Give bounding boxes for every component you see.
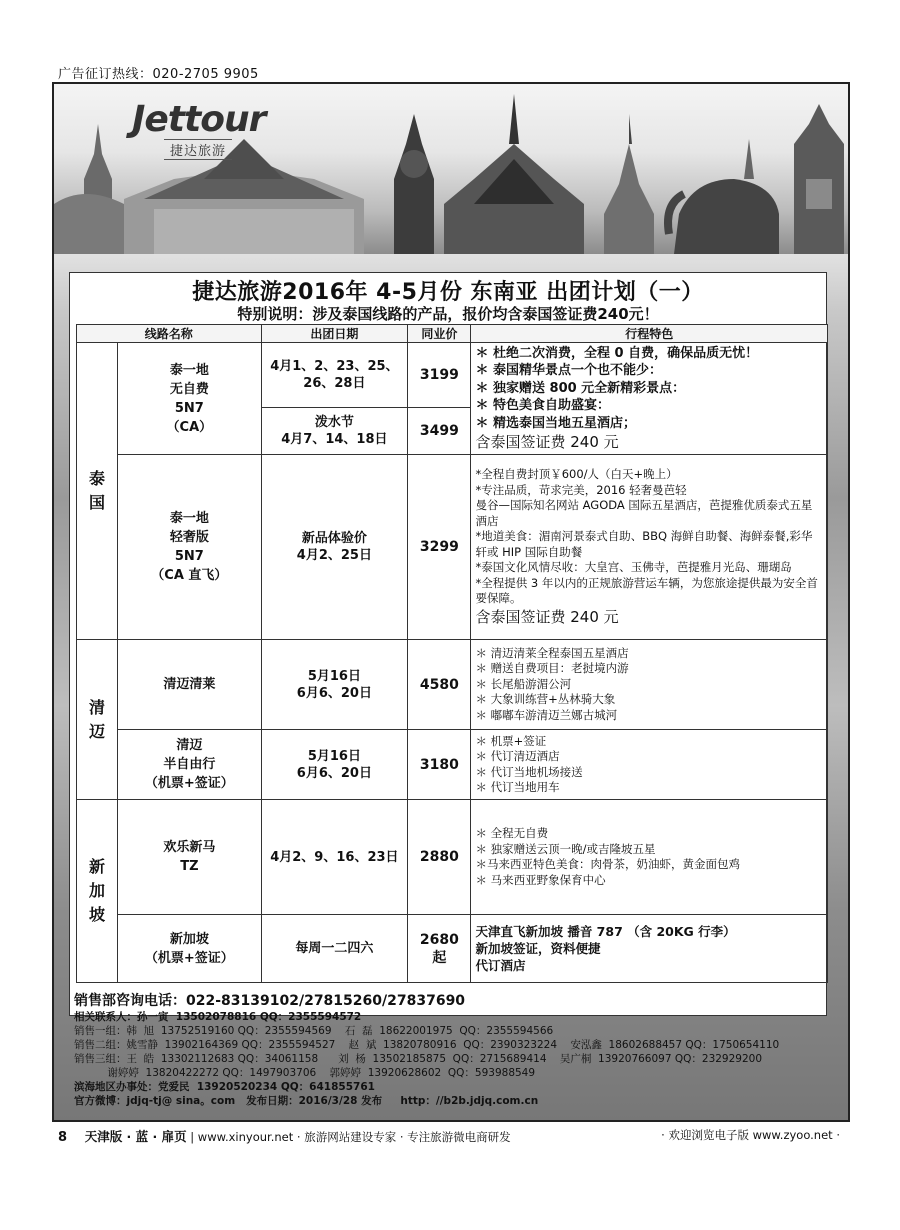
route-name: 新加坡 （机票+签证） (118, 915, 261, 983)
contact-line: 谢婷婷 13820422272 QQ：1497903706 郭婷婷 13920628602 QQ：593988549 (74, 1067, 536, 1079)
sales-contacts (74, 992, 834, 1108)
route-name: 泰一地 无自费 5N7 （CA） (118, 343, 261, 455)
trade-price: 4580 (408, 640, 471, 730)
departure-date: 5月16日 6月6、20日 (261, 640, 408, 730)
departure-date: 5月16日 6月6、20日 (261, 730, 408, 800)
departure-date: 每周一二四六 (261, 915, 408, 983)
table-row (77, 800, 828, 915)
page-footer (58, 1127, 850, 1145)
region-chiangmai: 清 迈 (77, 640, 118, 800)
table-row (77, 455, 828, 640)
trade-price: 3180 (408, 730, 471, 800)
contact-line: 官方微博：jdjq-tj@ sina。com 发布日期：2016/3/28 发布 http：//b2b.jdjq.com.cn (74, 1095, 539, 1107)
visa-fee-note: 含泰国签证费 240 元 (475, 607, 619, 626)
route-name: 清迈清莱 (118, 640, 261, 730)
footer-slogan: | www.xinyour.net · 旅游网站建设专家 · 专注旅游微电商研发 (190, 1130, 511, 1144)
route-name: 欢乐新马 TZ (118, 800, 261, 915)
ad-hotline: 广告征订热线：020-2705 9905 (58, 67, 259, 82)
page-title: 捷达旅游2016年 4-5月份 东南亚 出团计划（一） (192, 280, 704, 305)
table-row (77, 915, 828, 983)
route-features: ＊ 杜绝二次消费，全程 0 自费，确保品质无忧！ ＊ 泰国精华景点一个也不能少： ＊ 独家赠送 800 元全新精彩景点： ＊ 特色美食自助盛宴： ＊ 精选泰国当地五星酒店； 含泰国签证费 240 元 (471, 343, 828, 455)
header-features: 行程特色 (471, 325, 828, 343)
contact-line: 销售三组：王 皓 13302112683 QQ：34061158 刘 杨 13502185875 QQ：2715689414 吴广桐 13920766097 QQ：232929200 (74, 1053, 763, 1065)
trade-price: 3199 (408, 343, 471, 408)
banner (54, 84, 848, 254)
route-features: *全程自费封顶￥600/人（白天+晚上） *专注品质，苛求完美，2016 轻奢曼芭轻 曼谷—国际知名网站 AGODA 国际五星酒店，芭提雅优质泰式五星酒店 *地道美食：湄南河景泰式自助、BBQ 海鲜自助餐、海鲜泰餐,彩华轩或 HIP 国际自助餐 *泰国文化风情尽收：大皇宫、玉佛寺，芭提雅月光岛、珊瑚岛 *全程提供 3 年以内的正规旅游营运车辆，为您旅途提供最为安全首要保障。 含泰国签证费 240 元 (471, 455, 828, 640)
departure-date: 新品体验价 4月2、25日 (261, 455, 408, 640)
tour-plan-table (76, 324, 828, 983)
header-price: 同业价 (408, 325, 471, 343)
route-features: ＊ 机票+签证 ＊ 代订清迈酒店 ＊ 代订当地机场接送 ＊ 代订当地用车 (471, 730, 828, 800)
table-row (77, 730, 828, 800)
departure-date: 4月1、2、23、25、 26、28日 (261, 343, 408, 408)
jettour-logo (132, 99, 265, 160)
route-name: 清迈 半自由行 （机票+签证） (118, 730, 261, 800)
trade-price: 3299 (408, 455, 471, 640)
page-number: 8 (58, 1130, 68, 1145)
trade-price: 2880 (408, 800, 471, 915)
header-route: 线路名称 (77, 325, 262, 343)
table-row (77, 640, 828, 730)
route-features: 天津直飞新加坡 播音 787 （含 20KG 行李） 新加坡签证，资料便捷 代订酒店 (471, 915, 828, 983)
route-name: 泰一地 轻奢版 5N7 （CA 直飞） (118, 455, 261, 640)
route-features: ＊ 清迈清莱全程泰国五星酒店 ＊ 赠送自费项目：老挝境内游 ＊ 长尾船游湄公河 ＊ 大象训练营+丛林骑大象 ＊ 嘟嘟车游清迈兰娜古城河 (471, 640, 828, 730)
sales-hotline: 销售部咨询电话：022-83139102/27815260/27837690 (74, 993, 466, 1009)
contact-line: 滨海地区办事处：党爱民 13920520234 QQ：641855761 (74, 1081, 375, 1093)
header-date: 出团日期 (261, 325, 408, 343)
route-features: ＊ 全程无自费 ＊ 独家赠送云顶一晚/或吉隆坡五星 ＊马来西亚特色美食：肉骨茶，奶油虾，黄金面包鸡 ＊ 马来西亚野象保育中心 (471, 800, 828, 915)
departure-date: 泼水节 4月7、14、18日 (261, 408, 408, 455)
footer-ezine-link[interactable]: · 欢迎浏览电子版 www.zyoo.net · (661, 1128, 840, 1142)
page-subtitle: 特别说明：涉及泰国线路的产品，报价均含泰国签证费240元！ (237, 305, 659, 323)
region-singapore: 新 加 坡 (77, 800, 118, 983)
departure-date: 4月2、9、16、23日 (261, 800, 408, 915)
contact-line: 销售一组：韩 旭 13752519160 QQ：2355594569 石 磊 18622001975 QQ：2355594566 (74, 1025, 554, 1037)
contact-line: 相关联系人：孙一寅 13502078816 QQ：2355594572 (74, 1011, 362, 1023)
tour-plan-panel (69, 272, 827, 1016)
visa-fee-note: 含泰国签证费 240 元 (475, 433, 619, 452)
table-header-row (77, 325, 828, 343)
trade-price: 3499 (408, 408, 471, 455)
region-thailand: 泰 国 (77, 343, 118, 640)
edition-label: 天津版 · 蓝 · 扉页 (84, 1129, 187, 1144)
trade-price: 2680 起 (408, 915, 471, 983)
logo-wordmark: Jettour (132, 99, 266, 140)
logo-chinese-name: 捷达旅游 (164, 139, 232, 160)
contact-line: 销售二组：姚雪静 13902164369 QQ：2355594527 赵 斌 13820780916 QQ：2390323224 安泓鑫 18602688457 QQ：1750654110 (74, 1039, 780, 1051)
table-row (77, 343, 828, 408)
